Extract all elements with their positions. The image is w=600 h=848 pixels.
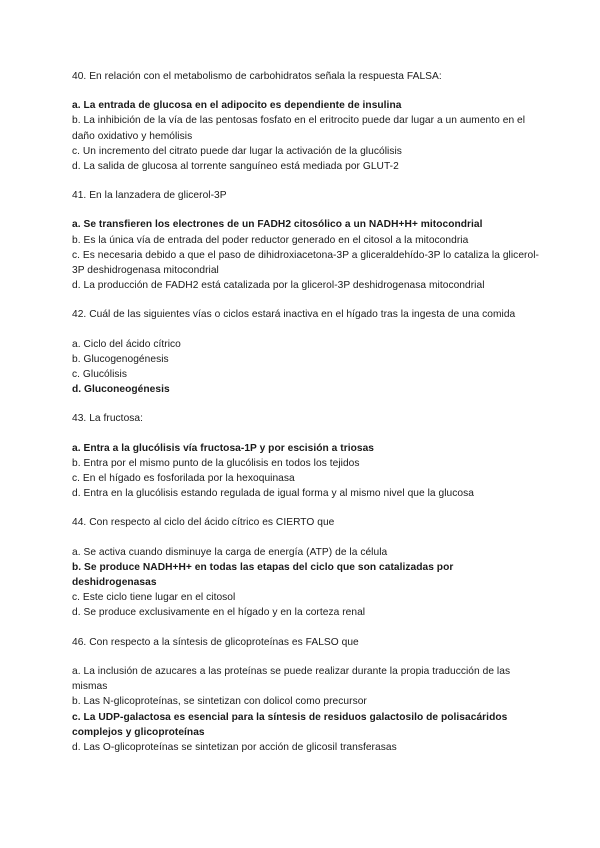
option-b: b. Glucogenogénesis: [72, 353, 169, 365]
question-43: [72, 411, 540, 501]
option-b: b. Entra por el mismo punto de la glucólisis en todos los tejidos: [72, 457, 360, 469]
question-title: 40. En relación con el metabolismo de carbohidratos señala la respuesta FALSA:: [72, 71, 442, 82]
question-44: [72, 515, 540, 620]
option-a: a. Se transfieren los electrones de un FADH2 citosólico a un NADH+H+ mitocondrial: [72, 219, 483, 231]
question-title: 41. En la lanzadera de glicerol-3P: [72, 190, 227, 202]
option-a: a. Ciclo del ácido cítrico: [72, 338, 181, 350]
option-c: c. En el hígado es fosforilada por la hexoquinasa: [72, 473, 295, 485]
option-d: d. Entra en la glucólisis estando regulada de igual forma y al mismo nivel que la glucosa: [72, 488, 474, 500]
question-title: 42. Cuál de las siguientes vías o ciclos estará inactiva en el hígado tras la ingesta de una comida: [72, 309, 516, 321]
option-a: a. Se activa cuando disminuye la carga de energía (ATP) de la célula: [72, 546, 388, 558]
question-42: [72, 307, 540, 397]
option-c: c. Es necesaria debido a que el paso de dihidroxiacetona-3P a gliceraldehído-3P lo cataliza la glicerol-3P deshidrogenasa mitocondrial: [72, 249, 539, 277]
option-c: c. La UDP-galactosa es esencial para la síntesis de residuos galactosilo de polisacáridos complejos y glicoproteínas: [72, 711, 508, 738]
question-41: [72, 188, 540, 293]
question-title: 44. Con respecto al ciclo del ácido cítrico es CIERTO que: [72, 517, 335, 529]
option-a: a. La entrada de glucosa en el adipocito es dependiente de insulina: [72, 100, 402, 112]
question-46: [72, 635, 540, 755]
option-d: d. La salida de glucosa al torrente sanguíneo está mediada por GLUT-2: [72, 161, 399, 173]
option-d: d. Gluconeogénesis: [72, 384, 170, 396]
option-b: b. La inhibición de la vía de las pentosas fosfato en el eritrocito puede dar lugar a un aumento en el daño oxidativo y hemólisis: [72, 115, 526, 142]
option-b: b. Las N-glicoproteínas, se sintetizan con dolicol como precursor: [72, 696, 367, 708]
question-title: 46. Con respecto a la síntesis de glicoproteínas es FALSO que: [72, 636, 359, 648]
question-title: 43. La fructosa:: [72, 413, 144, 425]
option-a: a. La inclusión de azucares a las proteínas se puede realizar durante la propia traducción de las mismas: [72, 665, 511, 693]
option-c: c. Un incremento del citrato puede dar lugar la activación de la glucólisis: [72, 145, 402, 157]
option-b: b. Se produce NADH+H+ en todas las etapas del ciclo que son catalizadas por deshidrogenasas: [72, 561, 454, 589]
option-c: c. Este ciclo tiene lugar en el citosol: [72, 592, 236, 604]
option-a: a. Entra a la glucólisis vía fructosa-1P y por escisión a triosas: [72, 442, 375, 454]
option-c: c. Glucólisis: [72, 369, 127, 381]
option-d: d. Las O-glicoproteínas se sintetizan por acción de glicosil transferasas: [72, 741, 397, 753]
question-40: [72, 69, 540, 174]
option-d: d. Se produce exclusivamente en el hígado y en la corteza renal: [72, 607, 366, 619]
option-d: d. La producción de FADH2 está catalizada por la glicerol-3P deshidrogenasa mitocondrial: [72, 280, 485, 292]
option-b: b. Es la única vía de entrada del poder reductor generado en el citosol a la mitocondria: [72, 234, 469, 246]
